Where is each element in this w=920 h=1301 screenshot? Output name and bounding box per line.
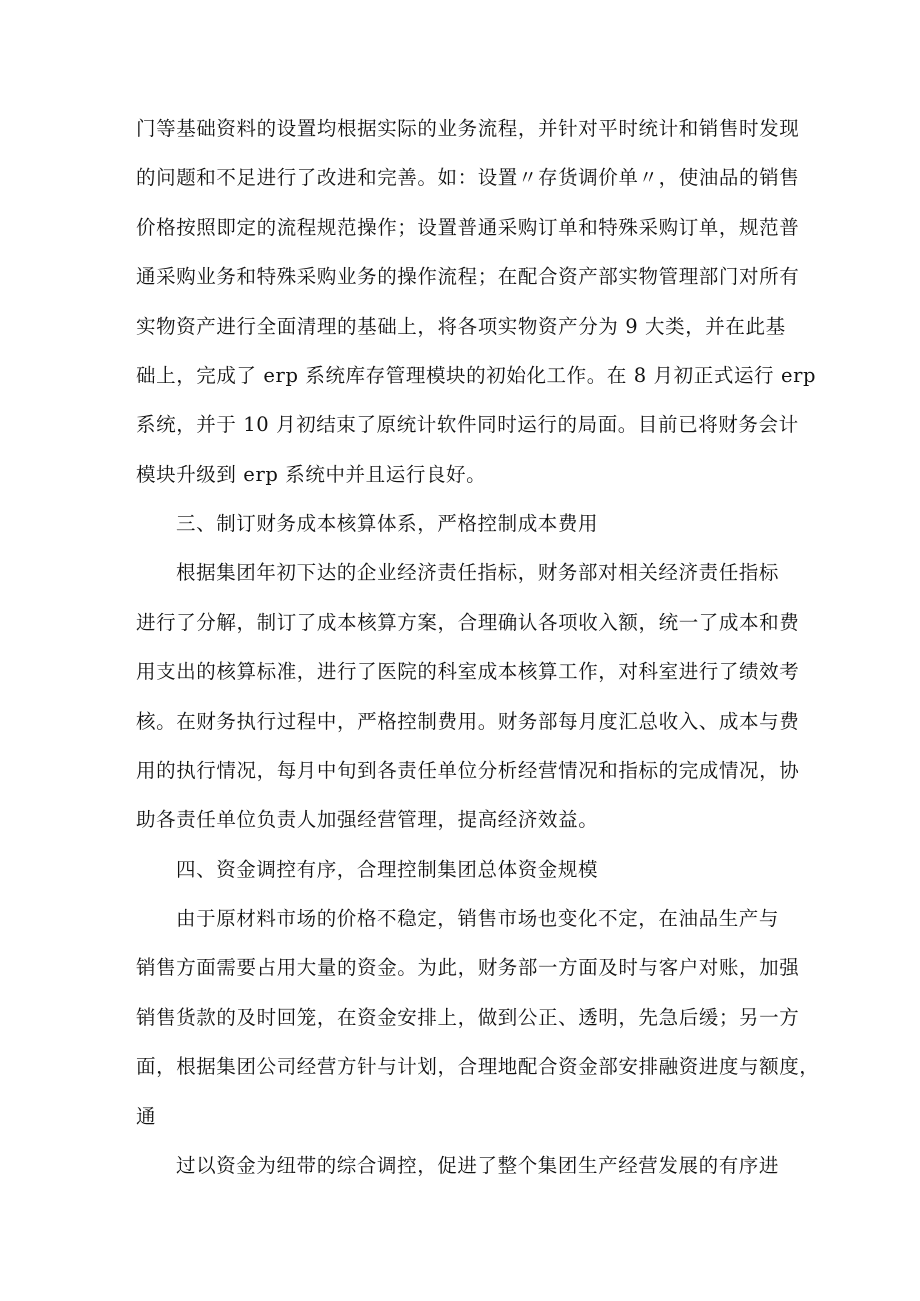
text-line: 销售货款的及时回笼，在资金安排上，做到公正、透明，先急后缓；另一方 bbox=[136, 1006, 800, 1029]
text-line: 进行了分解，制订了成本核算方案，合理确认各项收入额，统一了成本和费 bbox=[136, 611, 800, 634]
text-line: 模块升级到 erp 系统中并且运行良好。 bbox=[136, 463, 487, 486]
text-line: 面，根据集团公司经营方针与计划，合理地配合资金部安排融资进度与额度， bbox=[136, 1055, 820, 1078]
text-line: 通采购业务和特殊采购业务的操作流程；在配合资产部实物管理部门对所有 bbox=[136, 265, 800, 288]
text-line: 根据集团年初下达的企业经济责任指标，财务部对相关经济责任指标 bbox=[176, 561, 780, 584]
text-line: 助各责任单位负责人加强经营管理，提高经济效益。 bbox=[136, 808, 599, 831]
text-line: 用的执行情况，每月中旬到各责任单位分析经营情况和指标的完成情况，协 bbox=[136, 759, 800, 782]
text-line: 系统，并于 10 月初结束了原统计软件同时运行的局面。目前已将财务会计 bbox=[136, 413, 799, 436]
text-line: 的问题和不足进行了改进和完善。如：设置〃存货调价单〃，使油品的销售 bbox=[136, 166, 800, 189]
text-line: 价格按照即定的流程规范操作；设置普通采购订单和特殊采购订单，规范普 bbox=[136, 216, 800, 239]
text-line: 用支出的核算标准，进行了医院的科室成本核算工作，对科室进行了绩效考 bbox=[136, 660, 800, 683]
text-line: 门等基础资料的设置均根据实际的业务流程，并针对平时统计和销售时发现 bbox=[136, 117, 800, 140]
text-line: 过以资金为纽带的综合调控，促进了整个集团生产经营发展的有序进 bbox=[176, 1154, 780, 1177]
text-line: 核。在财务执行过程中，严格控制费用。财务部每月度汇总收入、成本与费 bbox=[136, 710, 800, 733]
text-line: 础上，完成了 erp 系统库存管理模块的初始化工作。在 8 月初正式运行 erp bbox=[136, 364, 817, 387]
text-line: 销售方面需要占用大量的资金。为此，财务部一方面及时与客户对账，加强 bbox=[136, 956, 800, 979]
section-heading: 三、制订财务成本核算体系，严格控制成本费用 bbox=[176, 512, 599, 535]
section-heading: 四、资金调控有序，合理控制集团总体资金规模 bbox=[176, 858, 599, 881]
text-line: 由于原材料市场的价格不稳定，销售市场也变化不定，在油品生产与 bbox=[176, 907, 780, 930]
text-line: 实物资产进行全面清理的基础上，将各项实物资产分为 9 大类，并在此基 bbox=[136, 315, 786, 338]
text-line: 通 bbox=[136, 1105, 157, 1128]
